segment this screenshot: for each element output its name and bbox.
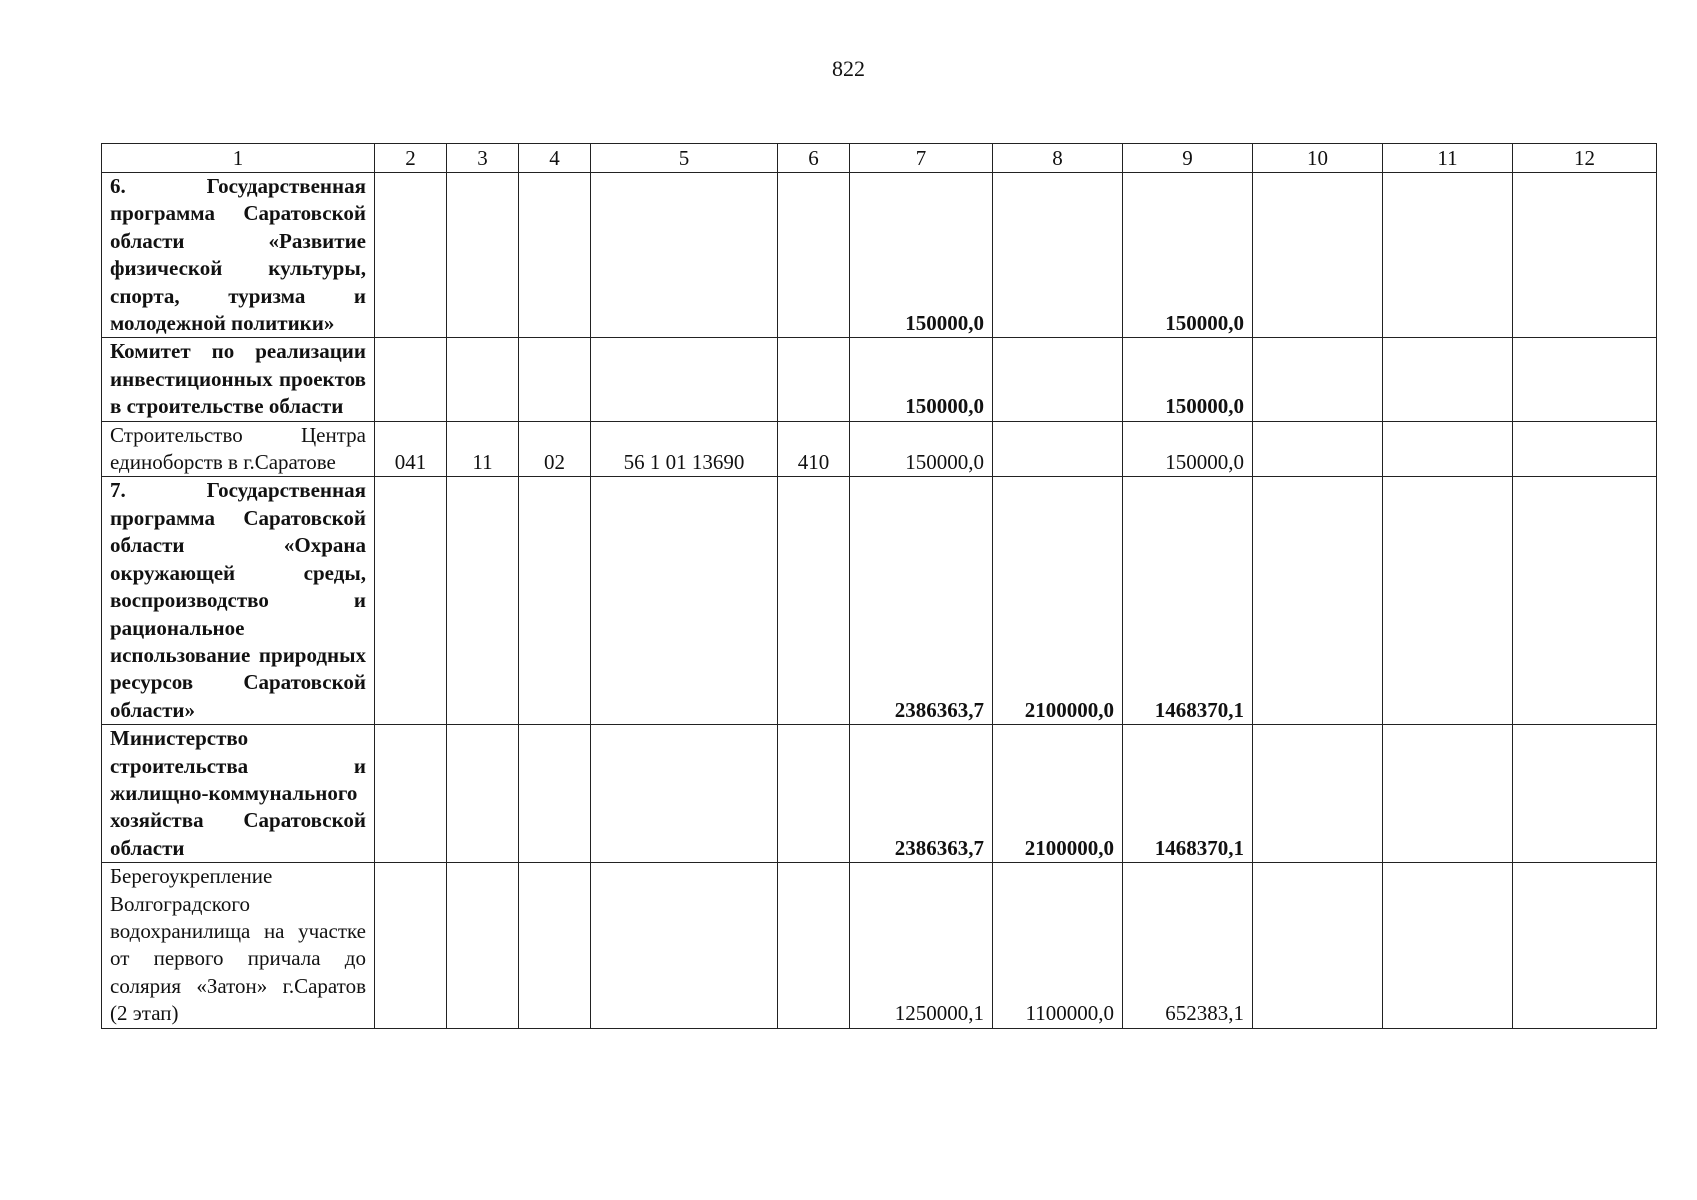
cell-col-12 <box>1513 173 1657 338</box>
cell-col-4 <box>519 725 591 863</box>
cell-col-10 <box>1253 421 1383 477</box>
cell-col-2 <box>375 725 447 863</box>
row-name: Министерство строительства и жилищно-коммунального хозяйства Саратовской области <box>102 725 375 863</box>
cell-col-7: 2386363,7 <box>850 477 993 725</box>
cell-col-2 <box>375 863 447 1028</box>
cell-col-2 <box>375 477 447 725</box>
cell-col-12 <box>1513 725 1657 863</box>
column-header: 6 <box>778 144 850 173</box>
row-name: Строительство Центра единоборств в г.Саратове <box>102 421 375 477</box>
cell-col-2 <box>375 338 447 421</box>
cell-col-2 <box>375 173 447 338</box>
cell-col-6 <box>778 725 850 863</box>
cell-col-12 <box>1513 338 1657 421</box>
cell-col-5 <box>591 477 778 725</box>
cell-col-9: 150000,0 <box>1123 338 1253 421</box>
row-name: 6. Государственная программа Саратовской области «Развитие физической культуры, спорта, туризма и молодежной политики» <box>102 173 375 338</box>
cell-col-11 <box>1383 421 1513 477</box>
column-header: 9 <box>1123 144 1253 173</box>
cell-col-9: 150000,0 <box>1123 421 1253 477</box>
cell-col-4 <box>519 338 591 421</box>
cell-col-10 <box>1253 173 1383 338</box>
cell-col-3 <box>447 863 519 1028</box>
cell-col-11 <box>1383 725 1513 863</box>
column-header: 8 <box>993 144 1123 173</box>
cell-col-12 <box>1513 477 1657 725</box>
row-name: Комитет по реализации инвестиционных проектов в строительстве области <box>102 338 375 421</box>
table-row <box>102 173 1657 338</box>
cell-col-10 <box>1253 725 1383 863</box>
cell-col-10 <box>1253 338 1383 421</box>
cell-col-6 <box>778 863 850 1028</box>
cell-col-4 <box>519 863 591 1028</box>
cell-col-12 <box>1513 421 1657 477</box>
table-row <box>102 725 1657 863</box>
cell-col-4: 02 <box>519 421 591 477</box>
cell-col-4 <box>519 173 591 338</box>
cell-col-3 <box>447 477 519 725</box>
cell-col-7: 150000,0 <box>850 421 993 477</box>
cell-col-8: 1100000,0 <box>993 863 1123 1028</box>
cell-col-8 <box>993 173 1123 338</box>
page-number: 822 <box>832 56 865 81</box>
cell-col-5 <box>591 863 778 1028</box>
cell-col-3 <box>447 173 519 338</box>
cell-col-3 <box>447 338 519 421</box>
column-header: 12 <box>1513 144 1657 173</box>
cell-col-7: 1250000,1 <box>850 863 993 1028</box>
cell-col-2: 041 <box>375 421 447 477</box>
cell-col-4 <box>519 477 591 725</box>
cell-col-10 <box>1253 863 1383 1028</box>
row-name: Берегоукрепление Волгоградского водохранилища на участке от первого причала до солярия «Затон» г.Саратов (2 этап) <box>102 863 375 1028</box>
cell-col-9: 150000,0 <box>1123 173 1253 338</box>
cell-col-5 <box>591 725 778 863</box>
header-row <box>102 144 1657 173</box>
column-header: 3 <box>447 144 519 173</box>
cell-col-3: 11 <box>447 421 519 477</box>
cell-col-9: 1468370,1 <box>1123 725 1253 863</box>
column-header: 5 <box>591 144 778 173</box>
cell-col-7: 150000,0 <box>850 338 993 421</box>
budget-table <box>101 143 1657 1029</box>
cell-col-7: 150000,0 <box>850 173 993 338</box>
cell-col-8 <box>993 338 1123 421</box>
column-header: 7 <box>850 144 993 173</box>
cell-col-6: 410 <box>778 421 850 477</box>
table-row <box>102 338 1657 421</box>
cell-col-5: 56 1 01 13690 <box>591 421 778 477</box>
cell-col-12 <box>1513 863 1657 1028</box>
cell-col-11 <box>1383 173 1513 338</box>
cell-col-11 <box>1383 863 1513 1028</box>
column-header: 1 <box>102 144 375 173</box>
cell-col-11 <box>1383 477 1513 725</box>
column-header: 10 <box>1253 144 1383 173</box>
cell-col-10 <box>1253 477 1383 725</box>
cell-col-6 <box>778 338 850 421</box>
cell-col-7: 2386363,7 <box>850 725 993 863</box>
row-name: 7. Государственная программа Саратовской области «Охрана окружающей среды, воспроизводство и рациональное использование природных ресурсов Саратовской области» <box>102 477 375 725</box>
column-header: 2 <box>375 144 447 173</box>
cell-col-8: 2100000,0 <box>993 477 1123 725</box>
column-header: 4 <box>519 144 591 173</box>
table-row <box>102 477 1657 725</box>
cell-col-11 <box>1383 338 1513 421</box>
cell-col-5 <box>591 338 778 421</box>
table-row <box>102 863 1657 1028</box>
cell-col-9: 652383,1 <box>1123 863 1253 1028</box>
cell-col-8 <box>993 421 1123 477</box>
column-header: 11 <box>1383 144 1513 173</box>
cell-col-9: 1468370,1 <box>1123 477 1253 725</box>
cell-col-6 <box>778 477 850 725</box>
cell-col-3 <box>447 725 519 863</box>
cell-col-6 <box>778 173 850 338</box>
cell-col-8: 2100000,0 <box>993 725 1123 863</box>
table-row <box>102 421 1657 477</box>
cell-col-5 <box>591 173 778 338</box>
